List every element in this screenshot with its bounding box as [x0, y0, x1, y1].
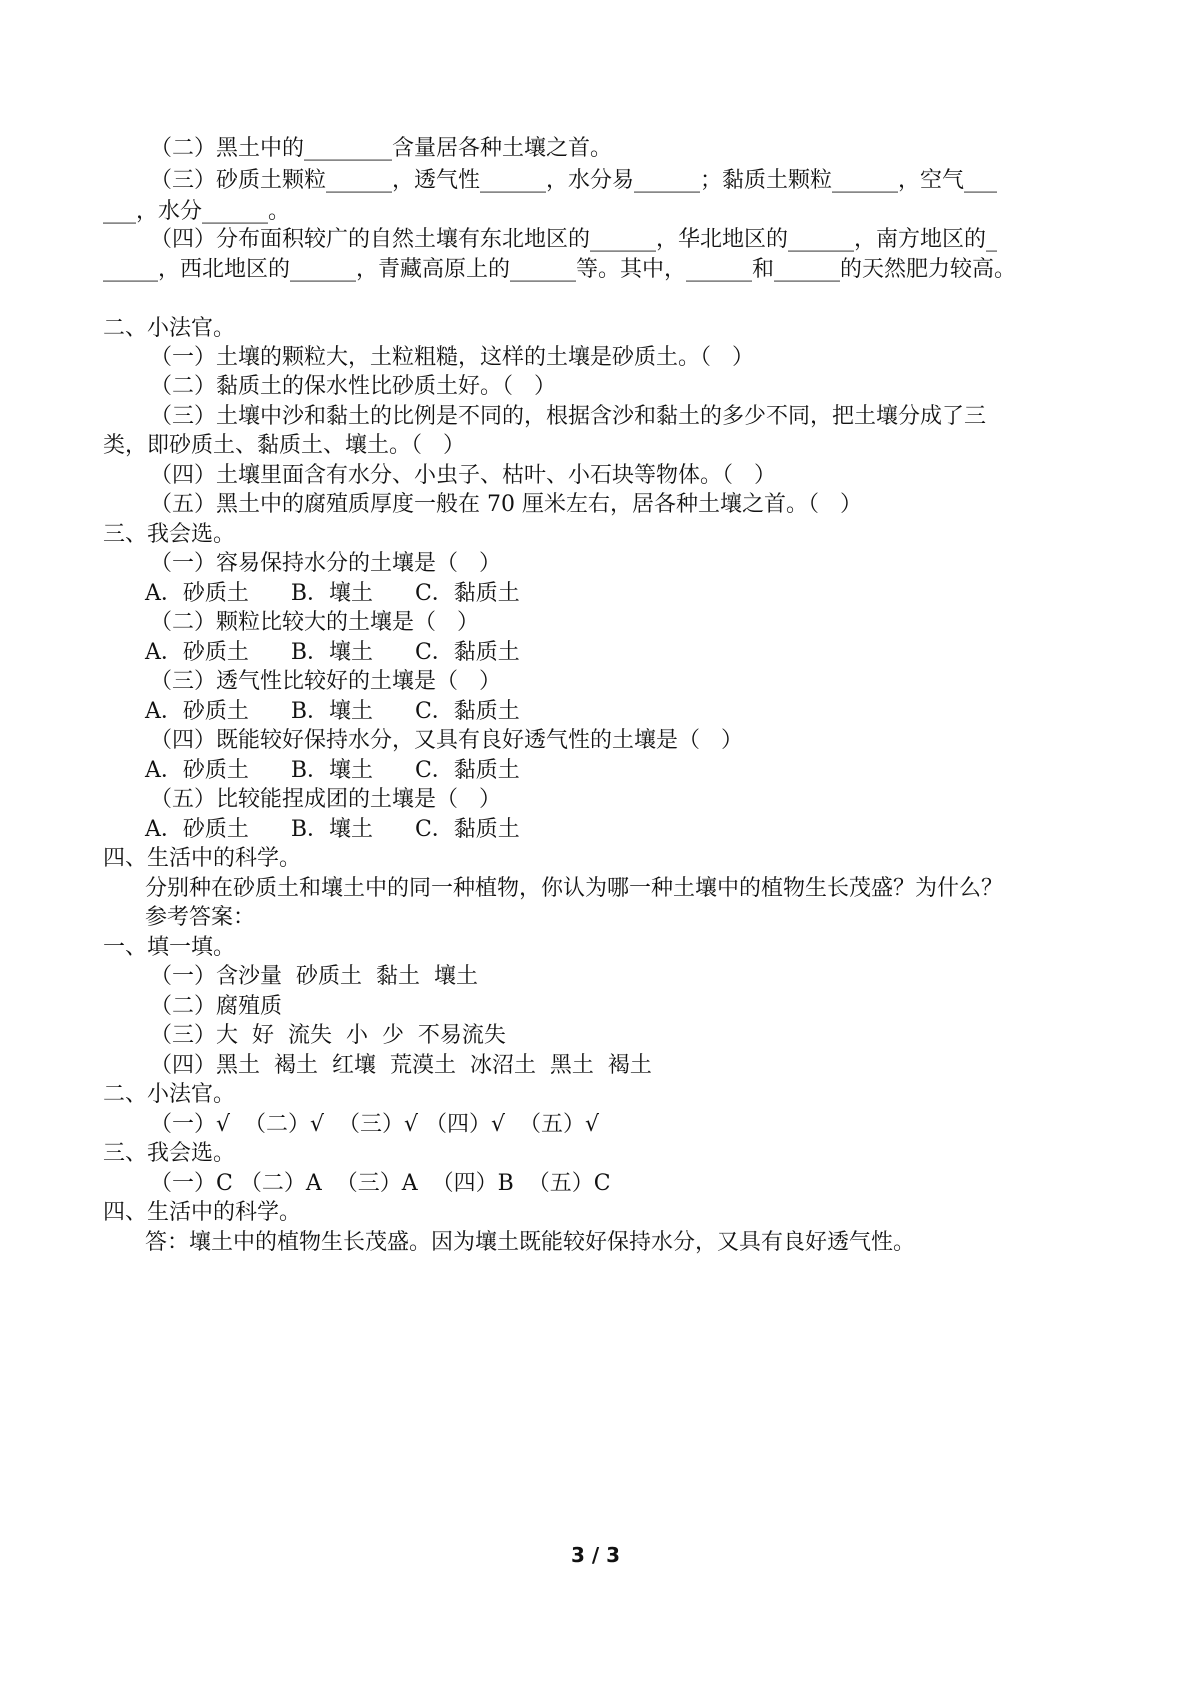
judge-q2: （二）黏质土的保水性比砂质土好。（ ） — [150, 374, 556, 399]
fill-q2: （二）黑土中的________含量居各种土壤之首。 — [150, 136, 613, 161]
page-number: 3 / 3 — [570, 1543, 621, 1567]
answers-s3-a: （一）C （二）A （三）A （四）B （五）C — [150, 1171, 611, 1196]
section-heading-judge: 二、小法官。 — [103, 316, 236, 341]
judge-q3-line2: 类，即砂质土、黏质土、壤土。（ ） — [103, 433, 465, 458]
answers-s3-heading: 三、我会选。 — [103, 1141, 236, 1166]
choice-q5-options: A．砂质土 B．壤土 C．黏质土 — [145, 817, 520, 842]
answers-s1-heading: 一、填一填。 — [103, 935, 236, 960]
science-question: 分别种在砂质土和壤土中的同一种植物，你认为哪一种土壤中的植物生长茂盛？为什么？ — [145, 876, 1004, 901]
answers-s4-a: 答：壤土中的植物生长茂盛。因为壤土既能较好保持水分，又具有良好透气性。 — [145, 1230, 916, 1255]
fill-q3-line1: （三）砂质土颗粒______，透气性______，水分易______；黏质土颗粒______，空气___ — [150, 168, 998, 193]
answers-title: 参考答案： — [145, 905, 256, 930]
choice-q4: （四）既能较好保持水分，又具有良好透气性的土壤是（ ） — [150, 728, 743, 753]
answers-s1-a3: （三）大 好 流失 小 少 不易流失 — [150, 1023, 506, 1048]
judge-q1: （一）土壤的颗粒大，土粒粗糙，这样的土壤是砂质土。（ ） — [150, 345, 754, 370]
choice-q3: （三）透气性比较好的土壤是（ ） — [150, 669, 501, 694]
fill-q4-line1: （四）分布面积较广的自然土壤有东北地区的______，华北地区的______，南方地区的_ — [150, 227, 998, 252]
answers-s1-a2: （二）腐殖质 — [150, 994, 283, 1019]
answers-s2-heading: 二、小法官。 — [103, 1082, 236, 1107]
choice-q1-options: A．砂质土 B．壤土 C．黏质土 — [145, 581, 520, 606]
answers-s1-a1: （一）含沙量 砂质土 黏土 壤土 — [150, 964, 478, 989]
section-heading-science: 四、生活中的科学。 — [103, 846, 302, 871]
fill-q3-line2: ___，水分______。 — [103, 199, 291, 224]
choice-q2: （二）颗粒比较大的土壤是（ ） — [150, 610, 479, 635]
judge-q3-line1: （三）土壤中沙和黏土的比例是不同的，根据含沙和黏土的多少不同，把土壤分成了三 — [150, 404, 987, 429]
choice-q2-options: A．砂质土 B．壤土 C．黏质土 — [145, 640, 520, 665]
choice-q4-options: A．砂质土 B．壤土 C．黏质土 — [145, 758, 520, 783]
judge-q4: （四）土壤里面含有水分、小虫子、枯叶、小石块等物体。（ ） — [150, 463, 776, 488]
answers-s4-heading: 四、生活中的科学。 — [103, 1200, 302, 1225]
answers-s2-a: （一）√ （二）√ （三）√ （四）√ （五）√ — [150, 1112, 600, 1137]
fill-q4-line2: _____，西北地区的______，青藏高原上的______等。其中，______和______的天然肥力较高。 — [103, 257, 1017, 282]
judge-q5: （五）黑土中的腐殖质厚度一般在 70 厘米左右，居各种土壤之首。（ ） — [150, 492, 862, 517]
choice-q1: （一）容易保持水分的土壤是（ ） — [150, 551, 501, 576]
choice-q3-options: A．砂质土 B．壤土 C．黏质土 — [145, 699, 520, 724]
section-heading-choice: 三、我会选。 — [103, 522, 236, 547]
choice-q5: （五）比较能捏成团的土壤是（ ） — [150, 787, 501, 812]
answers-s1-a4: （四）黑土 褐土 红壤 荒漠土 冰沼土 黑土 褐土 — [150, 1053, 652, 1078]
